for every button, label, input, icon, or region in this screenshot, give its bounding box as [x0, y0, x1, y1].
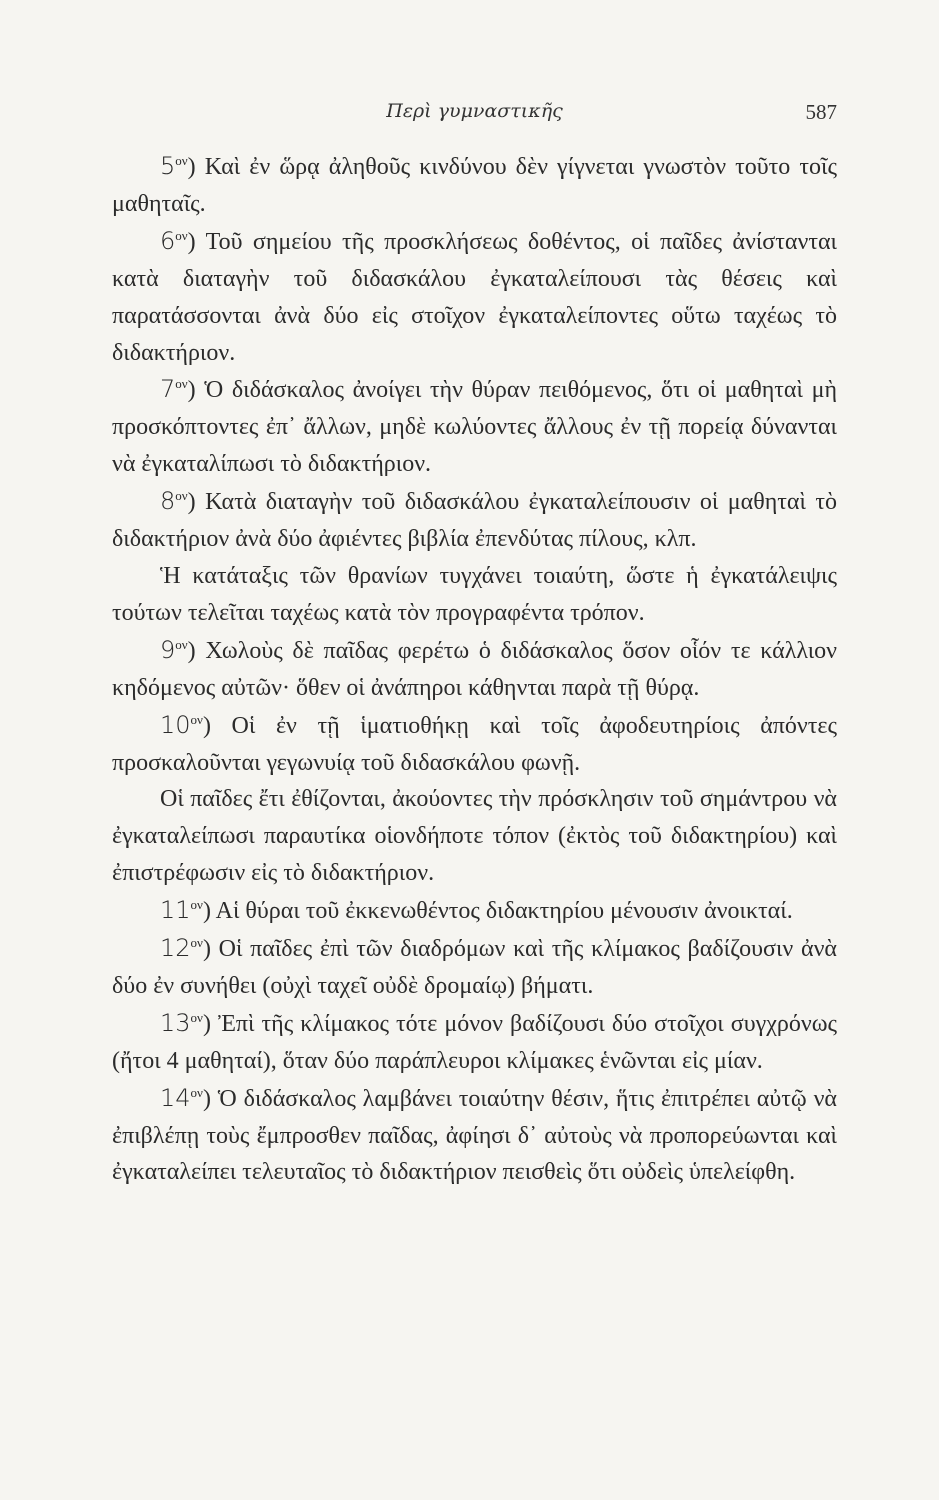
paragraph-7: [112, 371, 837, 483]
paragraph-text: ) Κατὰ διαταγὴν τοῦ διδασκάλου ἐγκαταλείπουσιν οἱ μαθηταὶ τὸ διδακτήριον ἀνὰ δύο ἀφιέντες βιβλία ἐπενδύτας πίλους, κλπ.: [112, 489, 837, 553]
paragraph-text: ) Τοῦ σημείου τῆς προσκλήσεως δοθέντος, οἱ παῖδες ἀνίστανται κατὰ διαταγὴν τοῦ διδασκάλου ἐγκαταλείπουσι τὰς θέσεις καὶ παρατάσσονται ἀνὰ δύο εἰς στοῖχον ἐγκαταλείποντες οὕτω ταχέως τὸ διδακτήριον.: [112, 228, 837, 366]
paragraph-text: ) Οἱ ἐν τῇ ἱματιοθήκῃ καὶ τοῖς ἀφοδευτηρίοις ἀπόντες προσκαλοῦνται γεγωνυίᾳ τοῦ διδασκάλου φωνῇ.: [112, 712, 837, 776]
paragraph-number: 14: [160, 1083, 191, 1112]
paragraph-number: 8: [160, 487, 176, 516]
paragraph-13: [112, 1005, 837, 1080]
ordinal-suffix: ον: [175, 636, 188, 652]
paragraph-text: ) Ἐπὶ τῆς κλίμακος τότε μόνον βαδίζουσι δύο στοῖχοι συγχρόνως (ἤτοι 4 μαθηταί), ὅταν δύο παράπλευροι κλίμακες ἑνῶνται εἰς μίαν.: [112, 1010, 837, 1074]
paragraph-number: 12: [160, 934, 191, 963]
paragraph-9: [112, 632, 837, 707]
ordinal-suffix: ον: [190, 1009, 203, 1025]
paragraph-text: ) Καὶ ἐν ὥρᾳ ἀληθοῦς κινδύνου δὲν γίγνεται γνωστὸν τοῦτο τοῖς μαθηταῖς.: [112, 154, 837, 217]
paragraph-text: ) Οἱ παῖδες ἐπὶ τῶν διαδρόμων καὶ τῆς κλίμακος βαδίζουσιν ἀνὰ δύο ἐν συνήθει (οὐχὶ ταχεῖ οὐδὲ δρομαίῳ) βήματι.: [112, 936, 837, 999]
ordinal-suffix: ον: [190, 711, 203, 727]
paragraph-10: [112, 707, 837, 782]
paragraph-number: 11: [160, 896, 191, 925]
paragraph-text: Οἱ παῖδες ἔτι ἐθίζονται, ἀκούοντες τὴν πρόσκλησιν τοῦ σημάντρου νὰ ἐγκαταλείπωσι παραυτίκα οἱονδήποτε τόπον (ἐκτὸς τοῦ διδακτηρίου) καὶ ἐπιστρέφωσιν εἰς τὸ διδακτήριον.: [112, 786, 837, 887]
paragraph-number: 5: [160, 152, 176, 180]
paragraph-6: [112, 223, 837, 372]
ordinal-suffix: ον: [175, 153, 188, 168]
paragraph-14: [112, 1080, 837, 1192]
paragraph-desk-arrangement: [112, 558, 837, 632]
ordinal-suffix: ον: [190, 1084, 203, 1100]
paragraph-12: [112, 930, 837, 1005]
ordinal-suffix: ον: [175, 376, 188, 392]
paragraph-signal-habit: [112, 781, 837, 892]
ordinal-suffix: ον: [190, 935, 203, 951]
paragraph-text: ) Χωλοὺς δὲ παῖδας φερέτω ὁ διδάσκαλος ὅσον οἷόν τε κάλλιον κηδόμενος αὐτῶν· ὅθεν οἱ ἀνάπηροι κάθηνται παρὰ τῇ θύρᾳ.: [112, 637, 837, 701]
ordinal-suffix: ον: [175, 227, 188, 243]
paragraph-number: 6: [160, 226, 176, 255]
paragraph-text: ) Αἱ θύραι τοῦ ἐκκενωθέντος διδακτηρίου μένουσιν ἀνοικταί.: [202, 898, 793, 925]
running-head: [112, 100, 837, 130]
paragraph-number: 10: [160, 710, 191, 739]
page-number: 587: [805, 100, 837, 124]
paragraph-number: 13: [160, 1008, 191, 1037]
paragraph-number: 7: [160, 375, 176, 404]
paragraph-text: ) Ὁ διδάσκαλος ἀνοίγει τὴν θύραν πειθόμενος, ὅτι οἱ μαθηταὶ μὴ προσκόπτοντες ἐπ᾽ ἄλλων, μηδὲ κωλύοντες ἄλλους ἐν τῇ πορείᾳ δύνανται νὰ ἐγκαταλίπωσι τὸ διδακτήριον.: [112, 377, 837, 478]
running-title: Περὶ γυμναστικῆς: [386, 100, 563, 122]
paragraph-8: [112, 483, 837, 558]
ordinal-suffix: ον: [190, 897, 203, 913]
body-text: [112, 148, 837, 1191]
ordinal-suffix: ον: [175, 488, 188, 504]
paragraph-text: Ἡ κατάταξις τῶν θρανίων τυγχάνει τοιαύτη, ὥστε ἡ ἐγκατάλειψις τούτων τελεῖται ταχέως κατὰ τὸν προγραφέντα τρόπον.: [112, 562, 837, 626]
paragraph-11: [112, 892, 837, 930]
paragraph-number: 9: [160, 635, 176, 664]
paragraph-text: ) Ὁ διδάσκαλος λαμβάνει τοιαύτην θέσιν, ἥτις ἐπιτρέπει αὐτῷ νὰ ἐπιβλέπῃ τοὺς ἔμπροσθεν παῖδας, ἀφίησι δ᾽ αὐτοὺς νὰ προπορεύωνται καὶ ἐγκαταλείπει τελευταῖος τὸ διδακτήριον πεισθεὶς ὅτι οὐδεὶς ὑπελείφθη.: [112, 1085, 837, 1186]
paragraph-5: [112, 148, 837, 223]
